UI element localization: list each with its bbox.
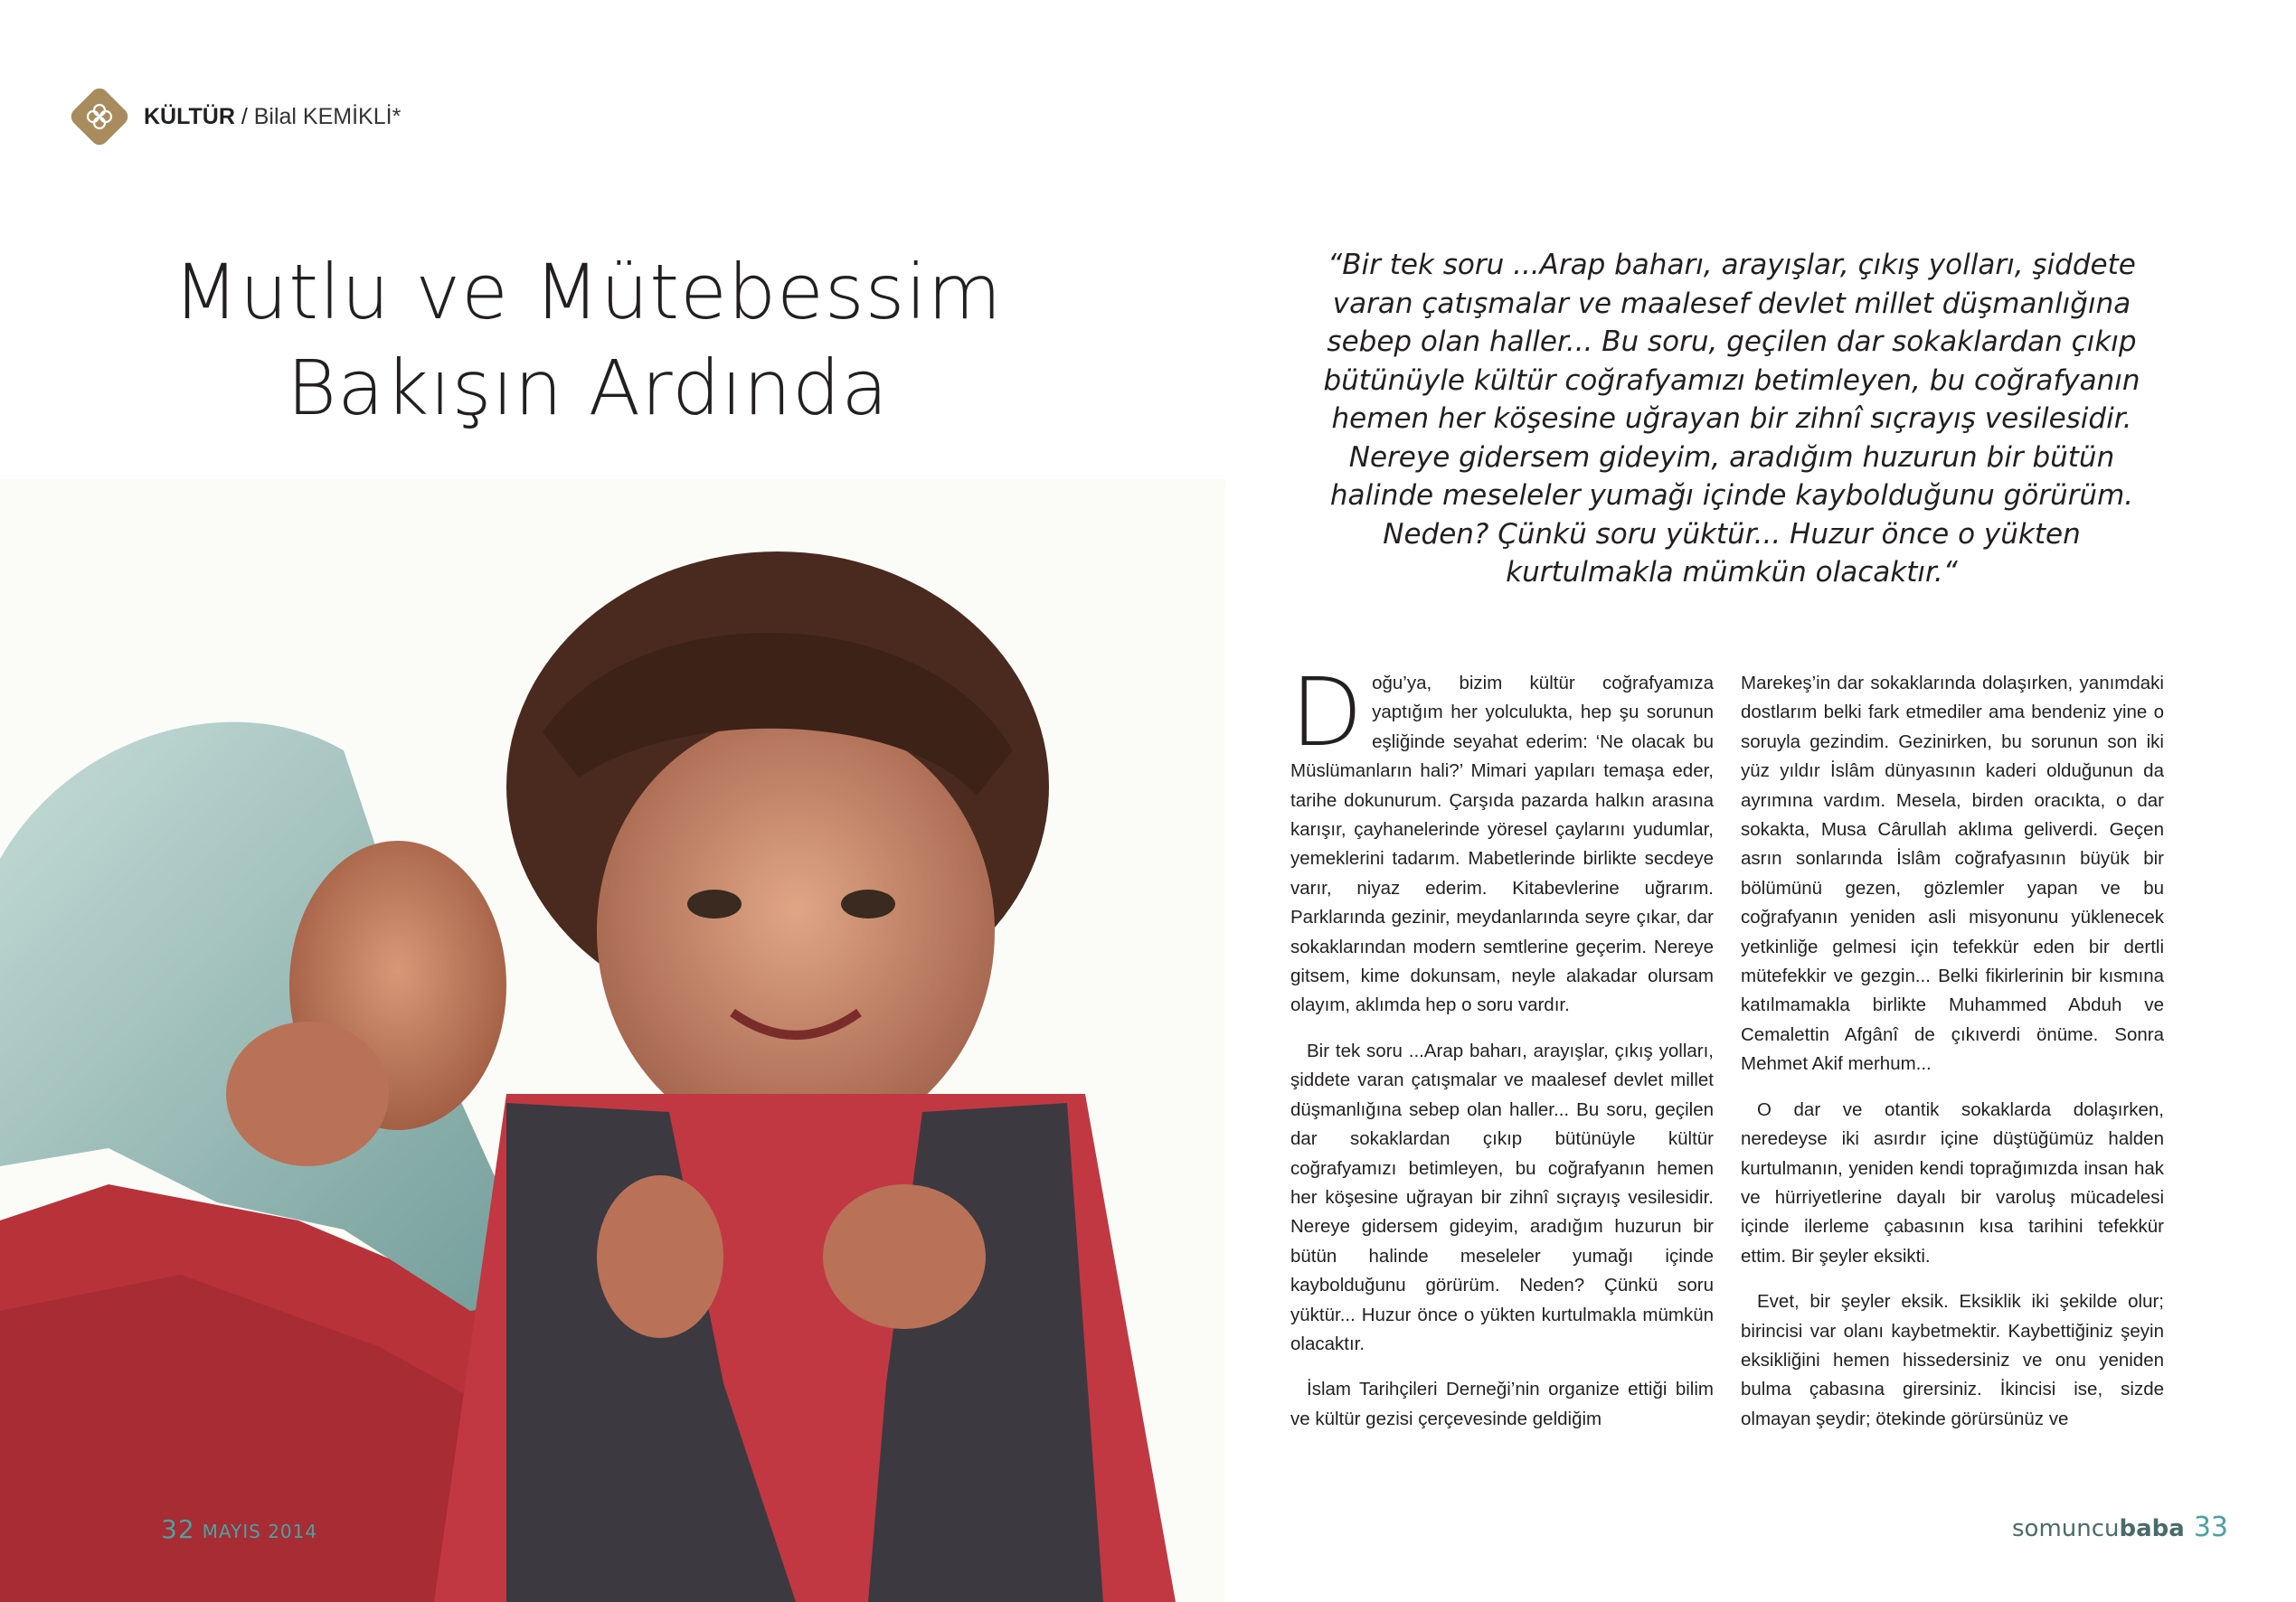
body-paragraph: İslam Tarihçileri Derneği’nin organize ettiği bilim ve kültür gezisi çerçevesinde geldiğim <box>1290 1379 1714 1429</box>
pull-quote: “Bir tek soru ...Arap baharı, arayışlar, çıkış yolları, şiddete varan çatışmalar ve maalesef devlet millet düşmanlığına sebep olan haller... Bu soru, geçilen dar sokaklardan çıkıp bütünüyle kültür coğrafyamızı betimleyen, bu coğrafyanın hemen her köşesine uğrayan bir zihnî sıçrayış vesilesidir. Nereye gidersem gideyim, aradığım huzurun bir bütün halinde meseleler yumağı içinde kaybolduğunu görürüm. Neden? Çünkü soru yüktür... Huzur önce o yükten kurtulmakla mümkün olacaktır.“ <box>1323 249 2140 589</box>
section-logo-icon <box>68 85 132 149</box>
body-column-2 <box>1741 669 2164 1450</box>
article-title <box>136 244 1040 436</box>
paragraph-text: oğu’ya, bizim kültür coğrafyamıza yaptığım her yolculukta, hep şu sorunun eşliğinde seyahat ederim: ‘Ne olacak bu Müslümanların hali?’ Mimari yapıları temaşa eder, tarihe dokunurum. Çarşıda pazarda halkın arasına karışır, çayhanelerinde yöresel çaylarını yudumlar, yemeklerini tadarım. Mabetlerinde birlikte secdeye varır, niyaz ederim. Kitabevlerine uğrarım. Parklarında gezinir, meydanlarında seyre çıkar, dar sokaklarından modern semtlerine geçerim. Nereye gitsem, kime dokunsam, neyle alakadar olursam olayım, aklımda hep o soru vardır. <box>1290 673 1714 1016</box>
body-paragraph: Bir tek soru ...Arap baharı, arayışlar, çıkış yolları, şiddete varan çatışmalar ve maalesef devlet millet düşmanlığına sebep olan haller... Bu soru, geçilen dar sokaklardan çıkıp bütünüyle kültür coğrafyamızı betimleyen, bu coğrafyanın hemen her köşesine uğrayan bir zihnî sıçrayış vesilesidir. Nereye gidersem gideyim, aradığım huzurun bir bütün halinde meseleler yumağı içinde kaybolduğunu görürüm. Neden? Çünkü soru yüktür... Huzur önce o yükten kurtulmakla mümkün olacaktır. <box>1290 1040 1714 1354</box>
body-paragraph: O dar ve otantik sokaklarda dolaşırken, neredeyse iki asırdır içine düştüğümüz halden kurtulmanın, yeniden kendi toprağımızda insan hak ve hürriyetlerine dayalı bir varoluş mücadelesi içinde ilerleme çabasının kısa tarihini tefekkür ettim. Bir şeyler eksikti. <box>1741 1098 2164 1267</box>
brand-name-part2: baba <box>2119 1515 2185 1542</box>
left-page-number: 32 <box>161 1514 195 1544</box>
body-paragraph <box>1290 657 1714 1021</box>
title-line-2: Bakışın Ardında <box>287 344 889 432</box>
right-page <box>1225 0 2296 1602</box>
brand-name-part1: somuncu <box>2012 1515 2120 1542</box>
body-paragraph: Evet, bir şeyler eksik. Eksiklik iki şekilde olur; birincisi var olanı kaybetmektir. Kaybettiğiniz şeyin eksikliğini hemen hissedersiniz ve onu yeniden bulma çabasına girersiniz. İkincisi ise, sizde olmayan şeydir; ötekinde görürsünüz ve <box>1741 1291 2164 1429</box>
section-header <box>77 94 401 139</box>
title-line-1: Mutlu ve Mütebessim <box>173 248 1003 336</box>
section-byline <box>144 104 401 130</box>
author-name: Bilal KEMİKLİ* <box>253 103 402 129</box>
left-folio <box>161 1514 317 1544</box>
magazine-brand-footer <box>2012 1512 2228 1543</box>
body-column-1 <box>1290 657 1714 1450</box>
drop-cap: D <box>1290 657 1364 768</box>
section-label: KÜLTÜR <box>144 103 235 129</box>
body-paragraph: Marekeş’in dar sokaklarında dolaşırken, yanımdaki dostlarım belki fark etmediler ama bendeniz yine o soruyla gezindim. Gezinirken, bu sorunun son iki yüz yıldır İslâm dünyasının kaderi olduğunun da ayrımına vardım. Mesela, birden oracıkta, o dar sokakta, Musa Cârullah aklıma geliverdi. Geçen asrın sonlarında İslâm coğrafyasının büyük bir bölümünü gezen, gözlemler yapan ve bu coğrafyanın yeniden asli misyonunu yüklenecek yetkinliğe gelmesi için tefekkür eden bir dertli mütefekkir ve gezgin... Belki fikirlerinin bir kısmına katılmamakla birlikte Muhammed Abduh ve Cemalettin Afgânî de çıkıverdi önüme. Sonra Mehmet Akif merhum... <box>1741 673 2164 1075</box>
children-photo <box>0 479 1225 1602</box>
right-page-number: 33 <box>2193 1512 2229 1543</box>
byline-separator: / <box>234 103 254 129</box>
issue-month: MAYIS 2014 <box>202 1521 318 1542</box>
